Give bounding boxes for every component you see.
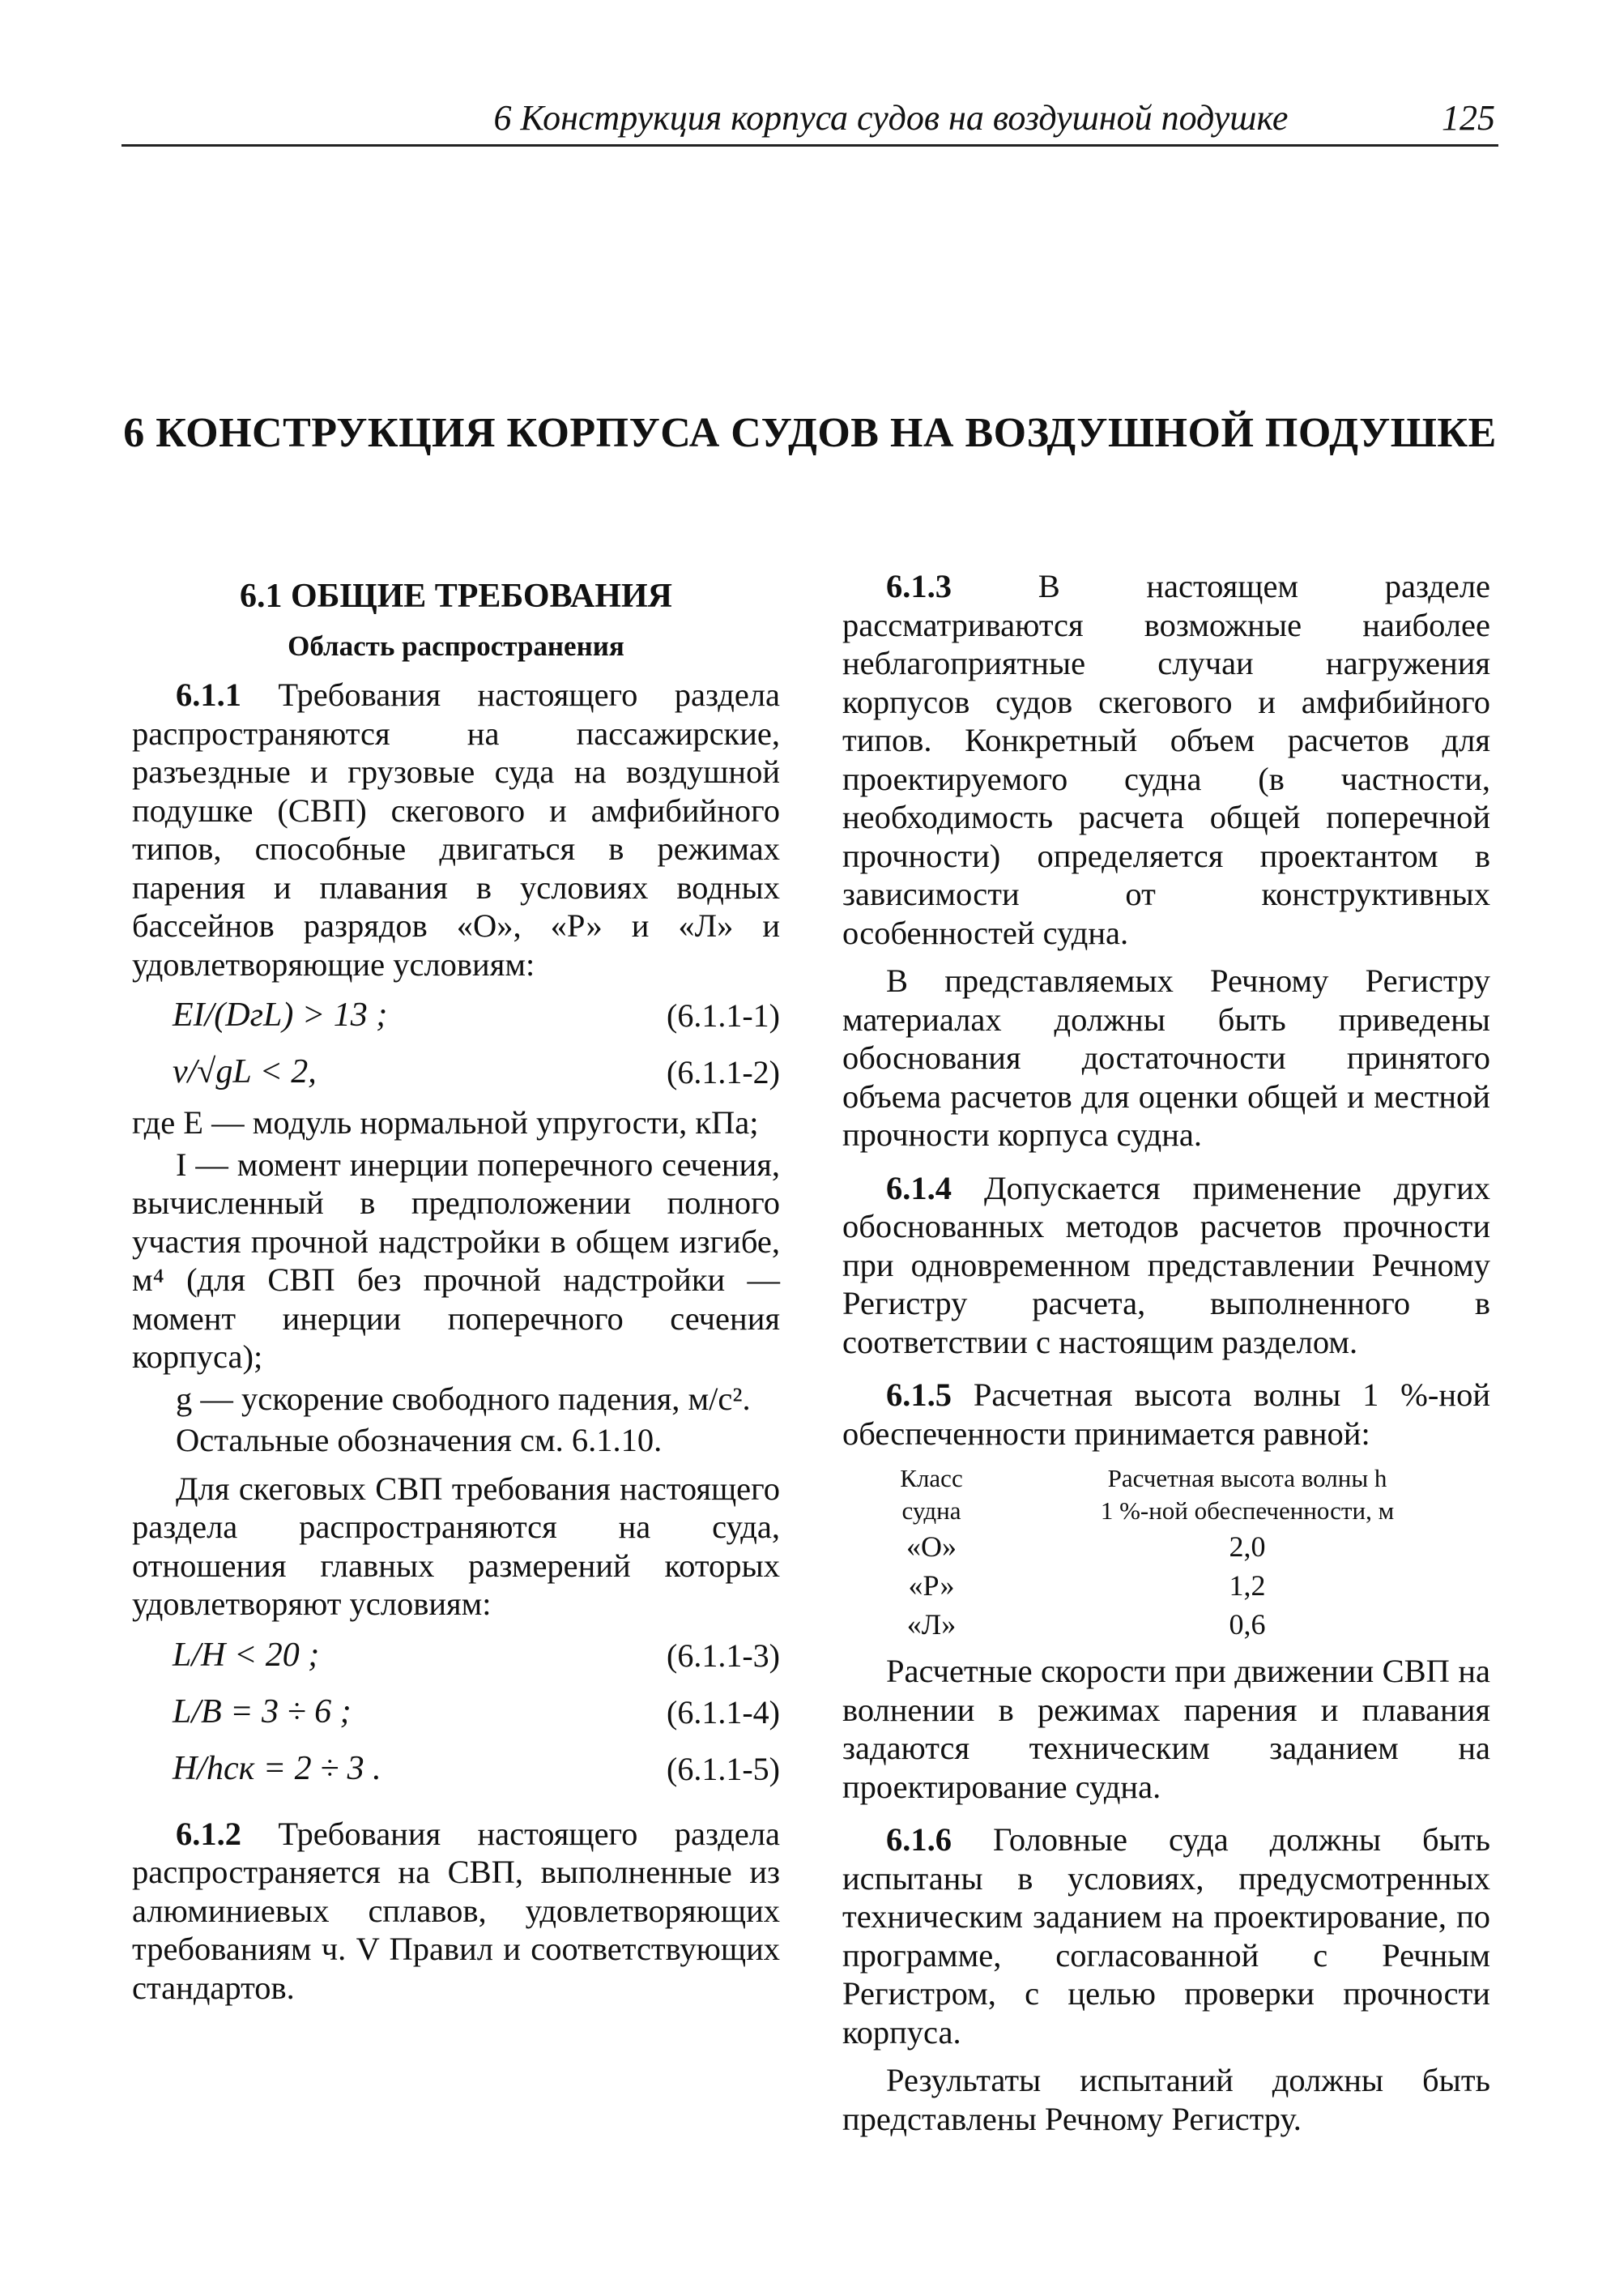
table-row [842,1566,1474,1605]
definition-e: где E — модуль нормальной упругости, кПа; [132,1104,759,1141]
clause-number: 6.1.6 [886,1821,952,1858]
column-header-wave-height [1021,1462,1474,1527]
header-line: 1 %-ной обеспеченности, м [1100,1496,1395,1525]
other-notations: Остальные обозначения см. 6.1.10. [176,1422,663,1458]
clause-number: 6.1.5 [886,1376,952,1413]
paragraph-6-1-1 [132,676,780,984]
cell-height: 0,6 [1229,1608,1266,1641]
formula-6-1-1-5 [132,1747,780,1797]
table-row [842,1527,1474,1566]
header-line: Класс [900,1464,963,1492]
formula-label: (6.1.1-1) [667,997,780,1034]
cell-class: «Л» [906,1608,957,1641]
formula-label: (6.1.1-3) [667,1637,780,1674]
clause-number: 6.1.1 [176,676,241,713]
paragraph-text: Головные суда должны быть испытаны в условиях, предусмотренных техническим заданием на проектирование, по программе, согласованной с Речным Регистром, с целью проверки прочности корпуса. [842,1821,1490,2051]
definition-g: g — ускорение свободного падения, м/с². [176,1380,751,1417]
formula-6-1-1-1 [132,993,780,1043]
paragraph-6-1-2 [132,1815,780,2008]
paragraph-6-1-6-cont: Результаты испытаний должны быть представлены Речному Регистру. [842,2062,1490,2137]
paragraph-text: Расчетная высота волны 1 %-ной обеспеченности принимается равной: [842,1376,1491,1452]
header-line: Расчетная высота волны h [1107,1464,1387,1492]
paragraph-text: В настоящем разделе рассматриваются возможные наиболее неблагоприятные случаи нагружения корпусов судов скегового и амфибийного типов. Конкретный объем расчетов для проектируемого судна (в частности, необходимость расчета общей поперечной прочности) определяется проектантом в зависимости от конструктивных особенностей судна. [842,568,1491,951]
clause-number: 6.1.2 [176,1815,241,1852]
paragraph-text: Требования настоящего раздела распространяется на СВП, выполненные из алюминиевых сплавов, удовлетворяющих требованиям ч. V Правил и соответствующих стандартов. [132,1815,781,2006]
table-row [842,1605,1474,1644]
subsection-title: Область распространения [288,630,624,662]
column-header-class [842,1462,1021,1527]
paragraph-6-1-5 [842,1376,1490,1453]
formula-expression: L/B = 3 ÷ 6 ; [173,1692,352,1731]
formula-6-1-1-4 [132,1690,780,1740]
skeg-conditions-text: Для скеговых СВП требования настоящего раздела распространяются на суда, отношения главных размерений которых удовлетворяют условиям: [132,1470,780,1622]
paragraph-6-1-3-cont: В представляемых Речному Регистру материалах должны быть приведены обоснования достаточности принятого объема расчетов для оценки общей и местной прочности корпуса судна. [842,962,1490,1153]
cell-class: «Р» [908,1569,955,1602]
formula-label: (6.1.1-2) [667,1054,780,1090]
running-header [121,96,1498,147]
running-title: 6 Конструкция корпуса судов на воздушной подушке [493,98,1289,138]
table-header-row [842,1462,1474,1527]
right-column [842,567,1490,2148]
formula-label: (6.1.1-5) [667,1750,780,1787]
clause-number: 6.1.4 [886,1169,952,1206]
cell-height: 2,0 [1229,1530,1266,1563]
formula-expression: L/H < 20 ; [173,1636,320,1674]
paragraph-6-1-4 [842,1169,1490,1362]
paragraph-6-1-5-cont: Расчетные скорости при движении СВП на волнении в режимах парения и плавания задаются техническим заданием на проектирование судна. [842,1653,1490,1805]
section-title: 6.1 ОБЩИЕ ТРЕБОВАНИЯ [240,578,672,615]
paragraph-6-1-3 [842,567,1490,952]
formula-label: (6.1.1-4) [667,1693,780,1731]
formula-6-1-1-2 [132,1050,780,1100]
definition-i: I — момент инерции поперечного сечения, вычисленный в предположении полного участия прочной надстройки в общем изгибе, м⁴ (для СВП без прочной надстройки — момент инерции поперечного сечения корпуса); [132,1146,780,1375]
left-column [132,567,780,2016]
cell-class: «О» [906,1530,957,1563]
formula-6-1-1-3 [132,1633,780,1684]
chapter-title: 6 КОНСТРУКЦИЯ КОРПУСА СУДОВ НА ВОЗДУШНОЙ ПОДУШКЕ [123,410,1497,456]
formula-expression: H/hск = 2 ÷ 3 . [173,1749,381,1787]
paragraph-text: Требования настоящего раздела распространяются на пассажирские, разъездные и грузовые суда на воздушной подушке (СВП) скегового и амфибийного типов, способные двигаться в режимах парения и плавания в условиях водных бассейнов разрядов «О», «Р» и «Л» и удовлетворяющие условиям: [132,676,781,983]
page-number: 125 [1442,98,1495,138]
paragraph-text: Допускается применение других обоснованных методов расчетов прочности при одновременном представлении Речному Регистру расчета, выполненного в соответствии с настоящим разделом. [842,1169,1491,1360]
header-line: судна [901,1496,961,1525]
wave-height-table [842,1462,1474,1644]
cell-height: 1,2 [1229,1569,1266,1602]
formula-expression: EI/(DгL) > 13 ; [173,996,388,1034]
formula-expression: v/√gL < 2, [173,1053,317,1090]
paragraph-6-1-6 [842,1820,1490,2051]
clause-number: 6.1.3 [886,568,952,604]
